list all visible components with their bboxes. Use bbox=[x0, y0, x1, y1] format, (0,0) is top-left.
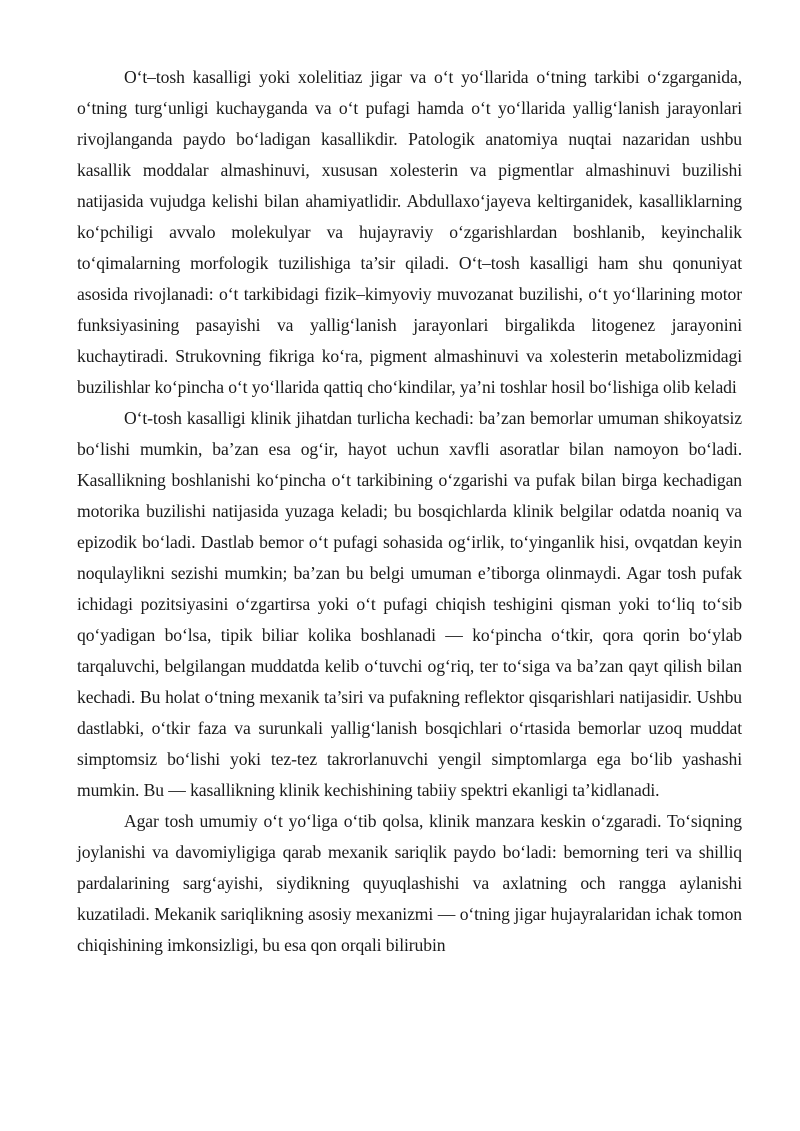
paragraph-2: O‘t-tosh kasalligi klinik jihatdan turlicha kechadi: ba’zan bemorlar umuman shikoyatsiz bo‘lishi mumkin, ba’zan esa og‘ir, hayot uchun xavfli asoratlar bilan namoyon bo‘ladi. Kasallikning boshlanishi ko‘pincha o‘t tarkibining o‘zgarishi va pufak bilan birga kechadigan motorika buzilishi natijasida yuzaga keladi; bu bosqichlarda klinik belgilar odatda noaniq va epizodik bo‘ladi. Dastlab bemor o‘t pufagi sohasida og‘irlik, to‘yinganlik hisi, ovqatdan keyin noqulaylikni sezishi mumkin; ba’zan bu belgi umuman e’tiborga olinmaydi. Agar tosh pufak ichidagi pozitsiyasini o‘zgartirsa yoki o‘t pufagi chiqish teshigini qisman yoki to‘liq to‘sib qo‘yadigan bo‘lsa, tipik biliar kolika boshlanadi — ko‘pincha o‘tkir, qora qorin bo‘ylab tarqaluvchi, belgilangan muddatda kelib o‘tuvchi og‘riq, ter to‘siga va ba’zan qayt qilish bilan kechadi. Bu holat o‘tning mexanik ta’siri va pufakning reflektor qisqarishlari natijasidir. Ushbu dastlabki, o‘tkir faza va surunkali yallig‘lanish bosqichlari o‘rtasida bemorlar uzoq muddat simptomsiz bo‘lishi yoki tez-tez takrorlanuvchi yengil simptomlarga ega bo‘lib yashashi mumkin. Bu — kasallikning klinik kechishining tabiiy spektri ekanligi ta’kidlanadi. bbox=[77, 408, 742, 800]
paragraph-1: O‘t–tosh kasalligi yoki xolelitiaz jigar va o‘t yo‘llarida o‘tning tarkibi o‘zgarganida, o‘tning turg‘unligi kuchayganda va o‘t pufagi hamda o‘t yo‘llarida yallig‘lanish jarayonlari rivojlanganda paydo bo‘ladigan kasallikdir. Patologik anatomiya nuqtai nazaridan ushbu kasallik moddalar almashinuvi, xususan xolesterin va pigmentlar almashinuvi buzilishi natijasida vujudga kelishi bilan ahamiyatlidir. Abdullaxo‘jayeva keltirganidek, kasalliklarning ko‘pchiligi avvalo molekulyar va hujayraviy o‘zgarishlardan boshlanib, keyinchalik to‘qimalarning morfologik tuzilishiga ta’sir qiladi. O‘t–tosh kasalligi ham shu qonuniyat asosida rivojlanadi: o‘t tarkibidagi fizik–kimyoviy muvozanat buzilishi, o‘t yo‘llarining motor funksiyasining pasayishi va yallig‘lanish jarayonlari birgalikda litogenez jarayonini kuchaytiradi. Strukovning fikriga ko‘ra, pigment almashinuvi va xolesterin metabolizmidagi buzilishlar ko‘pincha o‘t yo‘llarida qattiq cho‘kindilar, ya’ni toshlar hosil bo‘lishiga olib keladi bbox=[77, 67, 742, 397]
paragraph-3: Agar tosh umumiy o‘t yo‘liga o‘tib qolsa, klinik manzara keskin o‘zgaradi. To‘siqning joylanishi va davomiyligiga qarab mexanik sariqlik paydo bo‘ladi: bemorning teri va shilliq pardalarining sarg‘ayishi, siydikning quyuqlashishi va axlatning och rangga aylanishi kuzatiladi. Mekanik sariqlikning asosiy mexanizmi — o‘tning jigar hujayralaridan ichak tomon chiqishining imkonsizligi, bu esa qon orqali bilirubin bbox=[77, 811, 742, 955]
document-page bbox=[77, 62, 742, 961]
